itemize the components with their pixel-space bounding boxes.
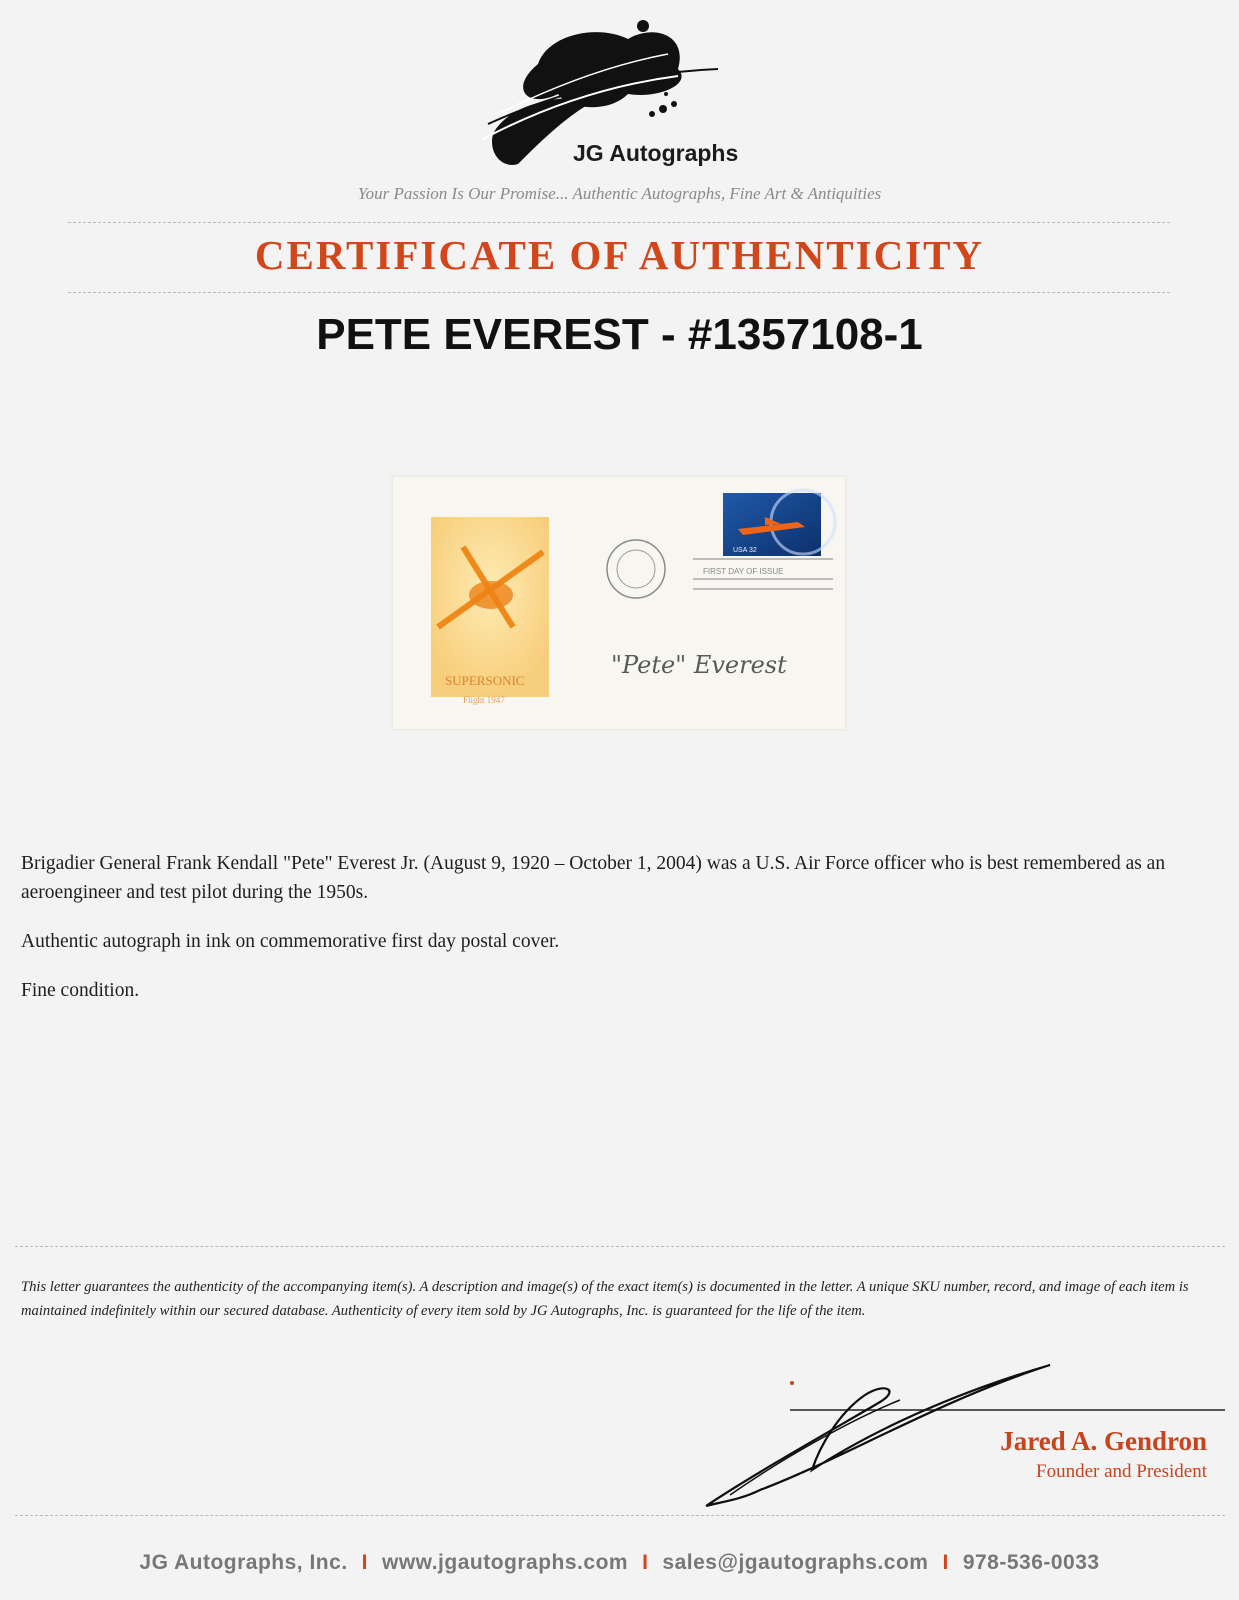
footer-phone: 978-536-0033 (962, 1551, 1100, 1574)
description-paragraph: Brigadier General Frank Kendall "Pete" Everest Jr. (August 9, 1920 – October 1, 2004) was a U.S. Air Force officer who is best remembered as an aeroengineer and test pilot during the 1950s. (21, 853, 1166, 903)
footer-company: JG Autographs, Inc. (139, 1551, 348, 1574)
signer-role: Founder and President (1036, 1461, 1207, 1482)
footer-separator: I (642, 1551, 649, 1574)
divider (68, 222, 1170, 223)
footer-email-link[interactable]: sales@jgautographs.com (662, 1551, 929, 1574)
certificate-title: CERTIFICATE OF AUTHENTICITY (254, 232, 985, 278)
cachet-text-top: SUPERSONIC (445, 673, 525, 688)
guarantee-statement: This letter guarantees the authenticity of the accompanying item(s). A description and image(s) of the exact item(s) is documented in the letter. A unique SKU number, record, and image of each item is maintained indefinitely within our secured database. Authenticity of every item sold by JG Autographs, Inc. is guaranteed for the life of the item. (21, 1279, 1189, 1319)
footer-separator: I (942, 1551, 949, 1574)
footer-contact (0, 1551, 1239, 1575)
condition-text: Fine condition. (21, 980, 140, 1001)
footer-website-link[interactable]: www.jgautographs.com (382, 1551, 629, 1574)
brand-name: JG Autographs (573, 140, 739, 166)
tagline: Your Passion Is Our Promise... Authentic Autographs, Fine Art & Antiquities (357, 184, 882, 203)
item-title: PETE EVEREST - #1357108-1 (316, 310, 923, 359)
signer-name: Jared A. Gendron (1000, 1426, 1207, 1456)
postmark-icon (607, 540, 665, 598)
divider (15, 1515, 1225, 1516)
stamp-denomination: USA 32 (733, 547, 757, 554)
footer-separator: I (361, 1551, 368, 1574)
autograph-signature: "Pete" Everest (611, 651, 787, 679)
cachet-text-bottom: Flight 1947 (463, 695, 505, 705)
divider (15, 1246, 1225, 1247)
divider (68, 292, 1170, 293)
description-paragraph: Authentic autograph in ink on commemorative first day postal cover. (21, 931, 560, 952)
postal-cover-image (392, 476, 846, 730)
stamp-caption: FIRST DAY OF ISSUE (703, 567, 784, 576)
